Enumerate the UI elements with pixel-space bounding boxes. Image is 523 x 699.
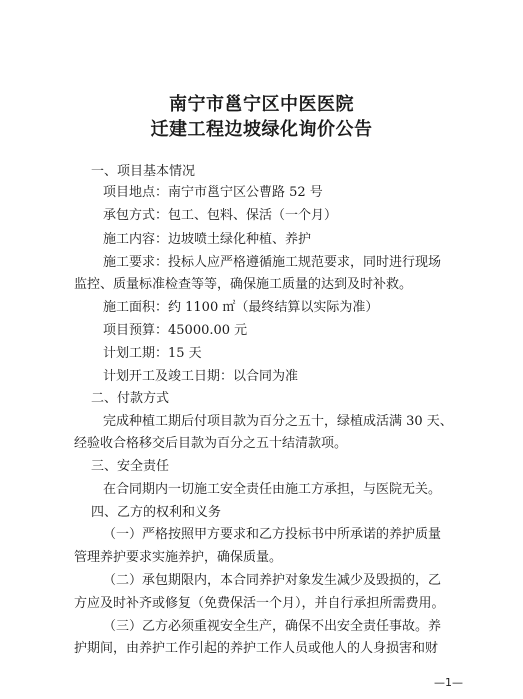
payment-line-2: 经验收合格移交后目款为百分之五十结清款项。: [74, 436, 348, 451]
section-2-heading: 二、付款方式: [91, 391, 170, 406]
planned-duration: 计划工期：15 天: [103, 346, 202, 361]
construction-area: 施工面积：约 1100 ㎡（最终结算以实际为准）: [103, 300, 379, 315]
construction-requirements-line-2: 监控、质量标准检查等等，确保施工质量的达到及时补救。: [74, 277, 413, 292]
project-budget: 项目预算：45000.00 元: [103, 323, 248, 338]
obligation-2-line-2: 方应及时补齐或修复（免费保活一个月），并自行承担所需费用。: [74, 596, 445, 611]
project-location: 项目地点：南宁市邕宁区公曹路 52 号: [103, 185, 323, 200]
obligation-1-line-2: 管理养护要求实施养护，确保质量。: [74, 550, 283, 565]
construction-content: 施工内容：边坡喷土绿化种植、养护: [103, 232, 312, 247]
obligation-2-line-1: （二）承包期限内，本合同养护对象发生减少及毁损的，乙: [103, 573, 442, 588]
payment-line-1: 完成种植工期后付项目款为百分之五十，绿植成活满 30 天、: [103, 414, 453, 429]
section-3-heading: 三、安全责任: [91, 459, 170, 474]
title-line-1: 南宁市邕宁区中医医院: [169, 94, 354, 115]
section-4-heading: 四、乙方的权利和义务: [91, 505, 222, 520]
page-number: —1—: [434, 676, 463, 689]
construction-requirements-line-1: 施工要求：投标人应严格遵循施工规范要求，同时进行现场: [103, 255, 442, 270]
obligation-3-line-2: 护期间，由养护工作引起的养护工作人员或他人的人身损害和财: [74, 641, 439, 656]
title-line-2: 迁建工程边坡绿化询价公告: [150, 119, 373, 140]
contract-mode: 承包方式：包工、包料、保活（一个月）: [103, 208, 338, 223]
planned-dates: 计划开工及竣工日期：以合同为准: [103, 369, 299, 384]
safety-line-1: 在合同期内一切施工安全责任由施工方承担，与医院无关。: [103, 482, 442, 497]
obligation-3-line-1: （三）乙方必须重视安全生产，确保不出安全责任事故。养: [103, 619, 442, 634]
obligation-1-line-1: （一）严格按照甲方要求和乙方投标书中所承诺的养护质量: [103, 527, 442, 542]
section-1-heading: 一、项目基本情况: [91, 164, 196, 179]
